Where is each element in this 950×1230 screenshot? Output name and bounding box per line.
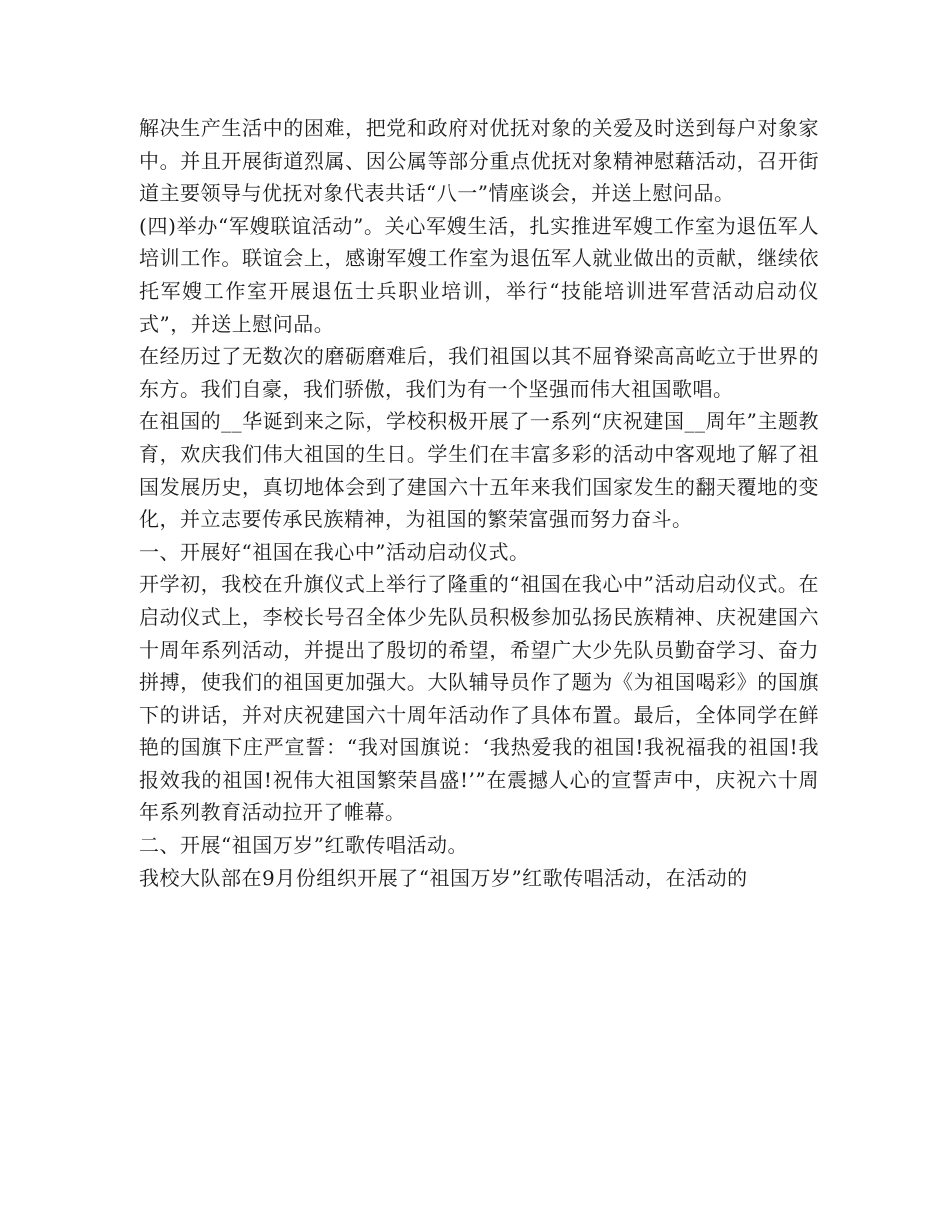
section-heading-1: 一、开展好“祖国在我心中”活动启动仪式。 [139,539,530,564]
paragraph-4: 在祖国的__华诞到来之际，学校积极开展了一系列“庆祝建国__周年”主题教育，欢庆我们伟大祖国的生日。学生们在丰富多彩的活动中客观地了解了祖国发展历史，真切地体会到了建国六十五年来我们国家发生的翻天覆地的变化，并立志要传承民族精神，为祖国的繁荣富强而努力奋斗。 [139,409,819,532]
paragraph-6: 我校大队部在9月份组织开展了“祖国万岁”红歌传唱活动，在活动的 [139,865,748,890]
paragraph-5: 开学初，我校在升旗仪式上举行了隆重的“祖国在我心中”活动启动仪式。在启动仪式上，李校长号召全体少先队员积极参加弘扬民族精神、庆祝建国六十周年系列活动，并提出了殷切的希望，希望广大少先队员勤奋学习、奋力拼搏，使我们的祖国更加强大。大队辅导员作了题为《为祖国喝彩》的国旗下的讲话，并对庆祝建国六十周年活动作了具体布置。最后，全体同学在鲜艳的国旗下庄严宣誓：“我对国旗说：‘我热爱我的祖国!我祝福我的祖国!我报效我的祖国!祝伟大祖国繁荣昌盛!’”在震撼人心的宣誓声中，庆祝六十周年系列教育活动拉开了帷幕。 [139,572,819,825]
paragraph-2: (四)举办“军嫂联谊活动”。关心军嫂生活，扎实推进军嫂工作室为退伍军人培训工作。联谊会上，感谢军嫂工作室为退伍军人就业做出的贡献，继续依托军嫂工作室开展退伍士兵职业培训，举行“技能培训进军营活动启动仪式”，并送上慰问品。 [139,213,819,336]
document-body [139,112,819,894]
paragraph-3: 在经历过了无数次的磨砺磨难后，我们祖国以其不屈脊梁高高屹立于世界的东方。我们自豪，我们骄傲，我们为有一个坚强而伟大祖国歌唱。 [139,344,819,401]
section-heading-2: 二、开展“祖国万岁”红歌传唱活动。 [139,833,468,858]
paragraph-1: 解决生产生活中的困难，把党和政府对优抚对象的关爱及时送到每户对象家中。并且开展街道烈属、因公属等部分重点优抚对象精神慰藉活动，召开街道主要领导与优抚对象代表共话“八一”情座谈会，并送上慰问品。 [139,116,819,206]
